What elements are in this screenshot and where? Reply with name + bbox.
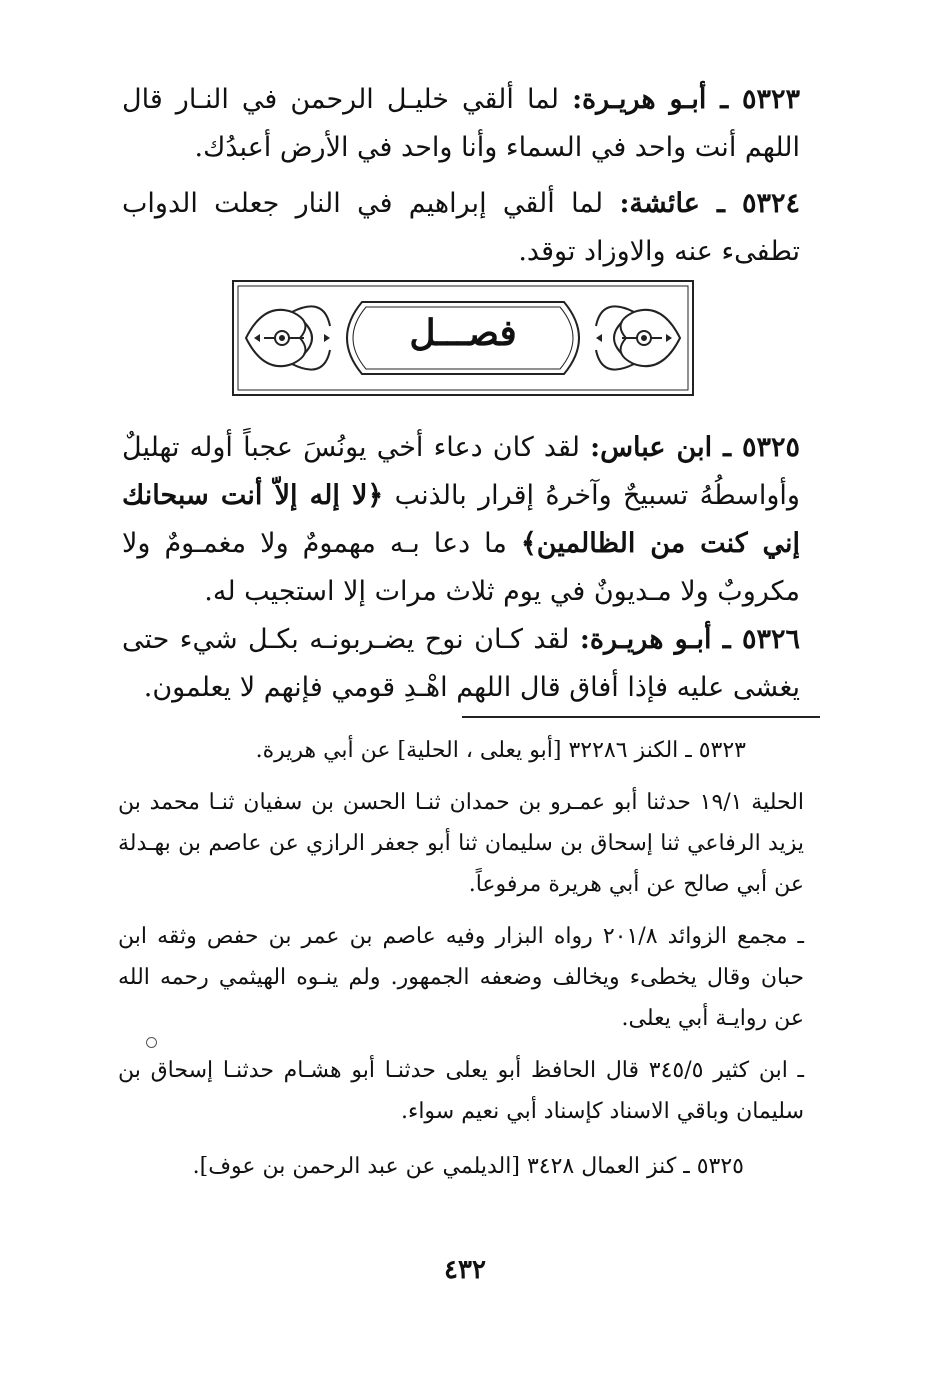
hadith-5324 (122, 180, 800, 276)
quran-quote: ﴿لا إله إلاّ أنت سبحانك إني كنت من الظالمين﴾ (122, 480, 800, 559)
hadith-text-before: لقد كان دعاء أخي يونُسَ عجباً أوله تهليلٌ وأواسطُهُ تسبيحٌ وآخرهُ إقرار بالذنب (122, 432, 800, 511)
page-number: ٤٣٢ (444, 1255, 486, 1285)
hadith-text: لما ألقي إبراهيم في النار جعلت الدواب تطفىء عنه والاوزاد توقد. (122, 188, 800, 267)
hadith-text: لما ألقي خليـل الرحمن في النـار قال اللهم أنت واحد في السماء وأنا واحد في الأرض أعبدُك. (122, 84, 800, 163)
hadith-text-after: ما دعا بـه مهمومٌ ولا مغمـومٌ ولا مكروبٌ ولا مـديونٌ في يوم ثلاث مرات إلا استجيب له. (122, 528, 800, 607)
hadith-5326 (122, 616, 800, 712)
footnote-5325: ٥٣٢٥ ـ كنز العمال ٣٤٢٨ [الديلمي عن عبد الرحمن بن عوف]. (192, 1154, 744, 1179)
section-title: فصـــل (409, 312, 517, 354)
footnote-hilya: الحلية ١٩/١ حدثنا أبو عمـرو بن حمدان ثنـا الحسن بن سفيان ثنـا محمد بن يزيد الرفاعي ثنا إسحاق بن سليمان ثنا أبو جعفر الرازي عن عاصم بن بهـدلة عن أبي صالح عن أبي هريرة مرفوعاً. (118, 790, 805, 897)
hadith-5325 (122, 424, 800, 616)
footnote-5323: ٥٣٢٣ ـ الكنز ٣٢٢٨٦ [أبو يعلى ، الحلية] عن أبي هريرة. (255, 738, 746, 763)
hadith-text: لقد كـان نوح يضـربونـه بكـل شيء حتى يغشى عليه فإذا أفاق قال اللهم اهْـدِ قومي فإنهم لا يعلمون. (122, 624, 800, 703)
hadith-head: ٥٣٢٣ ـ أبـو هريـرة: (572, 84, 800, 115)
hadith-head: ٥٣٢٦ ـ أبـو هريـرة: (579, 624, 800, 655)
hadith-5323 (122, 76, 800, 172)
footnote-majma: ـ مجمع الزوائد ٢٠١/٨ رواه البزار وفيه عاصم بن عمر بن حفص وثقه ابن حبان وقال يخطىء ويخالف وضعفه الجمهور. ولم ينـوه الهيثمي رحمه الله عن روايـة أبي يعلى. (118, 924, 805, 1031)
section-frame (232, 280, 694, 396)
footnote-ibn-kathir: ـ ابن كثير ٣٤٥/٥ قال الحافظ أبو يعلى حدثنـا أبو هشـام حدثنـا إسحاق بن سليمان وباقي الاسناد كإسناد أبي نعيم سواء. (118, 1058, 805, 1124)
footnote-divider (462, 716, 820, 718)
hadith-head: ٥٣٢٥ ـ ابن عباس: (590, 432, 800, 463)
small-ring-icon (146, 1037, 157, 1048)
hadith-head: ٥٣٢٤ ـ عائشة: (619, 188, 801, 219)
